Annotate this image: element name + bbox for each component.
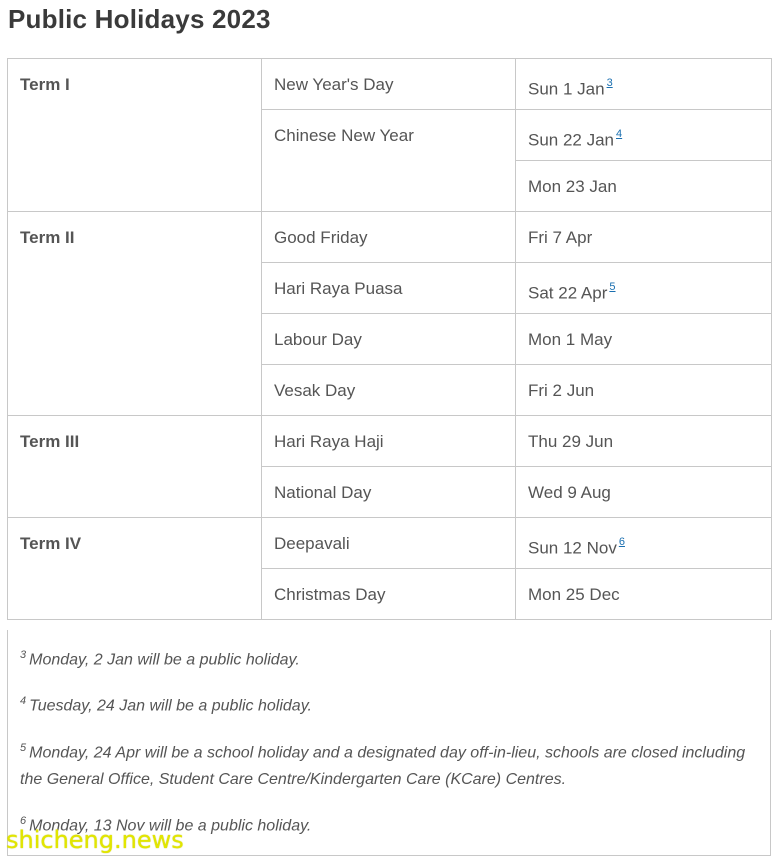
holiday-name-cell: National Day: [262, 467, 516, 518]
footnote-number: 6: [20, 814, 27, 827]
holiday-date-cell: Thu 29 Jun: [516, 416, 772, 467]
table-row: [8, 212, 772, 263]
holiday-date-cell: Fri 7 Apr: [516, 212, 772, 263]
holiday-name-cell: Vesak Day: [262, 365, 516, 416]
footnote: $^4$ Tuesday, 24 Jan will be a public holiday.: [20, 695, 312, 715]
footnote-number: 4: [20, 695, 27, 708]
footnote: $^3$ Monday, 2 Jan will be a public holiday.: [20, 649, 300, 669]
term-cell: Term IV: [8, 518, 262, 620]
holiday-name-cell: Good Friday: [262, 212, 516, 263]
footnote-link[interactable]: 6: [618, 536, 625, 548]
footnote-number: 3: [20, 649, 27, 661]
holiday-date-cell: Mon 1 May: [516, 314, 772, 365]
footnote: $^6$ Monday, 13 Nov will be a public holiday.: [20, 814, 312, 835]
holiday-name-cell: Deepavali: [262, 518, 516, 569]
table-row: [8, 59, 772, 110]
footnote-link[interactable]: 3: [606, 77, 613, 89]
page-title: Public Holidays 2023: [8, 4, 271, 34]
holiday-name-cell: New Year's Day: [262, 59, 516, 110]
footnotes: [7, 630, 771, 856]
holiday-date-cell: Sun 1 Jan $^3$: [516, 59, 772, 110]
term-cell: Term III: [8, 416, 262, 518]
holiday-date-cell: Sun 22 Jan $^4$: [516, 110, 772, 161]
footnote: $^5$ Monday, 24 Apr will be a school holiday and a designated day off-in-lieu, schools are closed including the General Office, Student Care Centre/Kindergarten Care (KCare) Centres.: [20, 741, 746, 788]
table-row: [8, 518, 772, 569]
holiday-name-cell: Christmas Day: [262, 569, 516, 620]
holiday-name-cell: Hari Raya Haji: [262, 416, 516, 467]
holiday-date-cell: Mon 25 Dec: [516, 569, 772, 620]
footnote-link[interactable]: 4: [616, 128, 623, 140]
watermark: shicheng.news: [6, 826, 184, 854]
holiday-date-cell: Sat 22 Apr $^5$: [516, 263, 772, 314]
term-cell: Term II: [8, 212, 262, 416]
holiday-name-cell: Hari Raya Puasa: [262, 263, 516, 314]
holiday-table: [7, 58, 772, 620]
holiday-date-cell: Mon 23 Jan: [516, 161, 772, 212]
holiday-date-cell: Sun 12 Nov $^6$: [516, 518, 772, 569]
footnote-link[interactable]: 5: [609, 281, 616, 293]
holiday-date-cell: Fri 2 Jun: [516, 365, 772, 416]
holiday-name-cell: Labour Day: [262, 314, 516, 365]
table-row: [8, 416, 772, 467]
holiday-name-cell: Chinese New Year: [262, 110, 516, 212]
term-cell: Term I: [8, 59, 262, 212]
footnote-number: 5: [20, 741, 27, 754]
holiday-date-cell: Wed 9 Aug: [516, 467, 772, 518]
